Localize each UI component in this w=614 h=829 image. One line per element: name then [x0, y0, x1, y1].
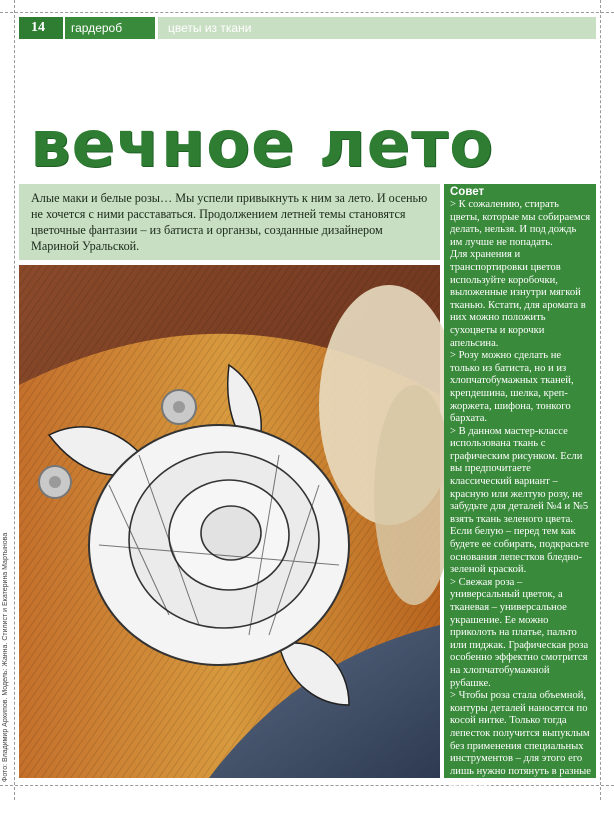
- crop-guide-right: [600, 0, 601, 800]
- sidebar-paragraph: > В данном мастер-классе использована ткань с графическим рисунком. Если вы предпочитаете классический вариант – красную или желтую розу, не забудьте для деталей №4 и №5 взять ткань зеленого цвета. Если белую – перед тем как будете ее собирать, подкрасьте основания лепестков бледно-зеленой краской.: [450, 425, 589, 576]
- tip-sidebar: [444, 184, 596, 828]
- sidebar-paragraph: > К сожалению, стирать цветы, которые мы собираемся делать, нельзя. И под дождь им лучше не попадать.: [450, 199, 591, 248]
- page-header: [19, 17, 596, 39]
- rose-photo-illustration: [19, 265, 440, 778]
- rose-photo: [19, 265, 440, 778]
- lead-paragraph: Алые маки и белые розы… Мы успели привыкнуть к ним за лето. И осенью не хочется с ними расставаться. Продолжением летней темы становятся цветочные фантазии – из батиста и органзы, созданные дизайнером Мариной Уральской.: [19, 184, 440, 260]
- sidebar-paragraph: Для хранения и транспортировки цветов используйте коробочки, выложенные изнутри мягкой тканью. Кстати, для аромата в них можно положить сухоцветы и корочки апельсина.: [450, 249, 586, 349]
- photo-credit: Фото: Владимир Архипов. Модель: Жанна. Стилист и Екатерина Мартынова: [2, 532, 9, 782]
- sidebar-paragraph: > Свежая роза – универсальный цветок, а тканевая – универсальное украшение. Ее можно приколоть на платье, пальто или пиджак. Графическая роза особенно эффектно смотрится на хлопчатобумажной рубашке.: [450, 576, 589, 689]
- sidebar-paragraph: А также не забудьте, что ткань для розы надо предварительно накрахмалить.: [450, 790, 589, 828]
- sidebar-title: Совет: [450, 186, 485, 198]
- sidebar-paragraph: > Чтобы роза стала объемной, контуры деталей наносятся по косой нитке. Только тогда лепесток получится выпуклым без применения специальных инструментов – для этого его лишь нужно потянуть в разные стороны.: [450, 690, 591, 790]
- article-title: вечное лето: [30, 108, 495, 182]
- section-label: гардероб: [65, 17, 155, 39]
- page-number: 14: [19, 17, 63, 39]
- crop-guide-top: [0, 12, 614, 13]
- rubric-label: цветы из ткани: [158, 17, 596, 39]
- sidebar-paragraph: > Розу можно сделать не только из батиста, но и из хлопчатобумажных тканей, крепдешина, шелка, креп-жоржета, шифона, тонкого бархата.: [450, 350, 574, 425]
